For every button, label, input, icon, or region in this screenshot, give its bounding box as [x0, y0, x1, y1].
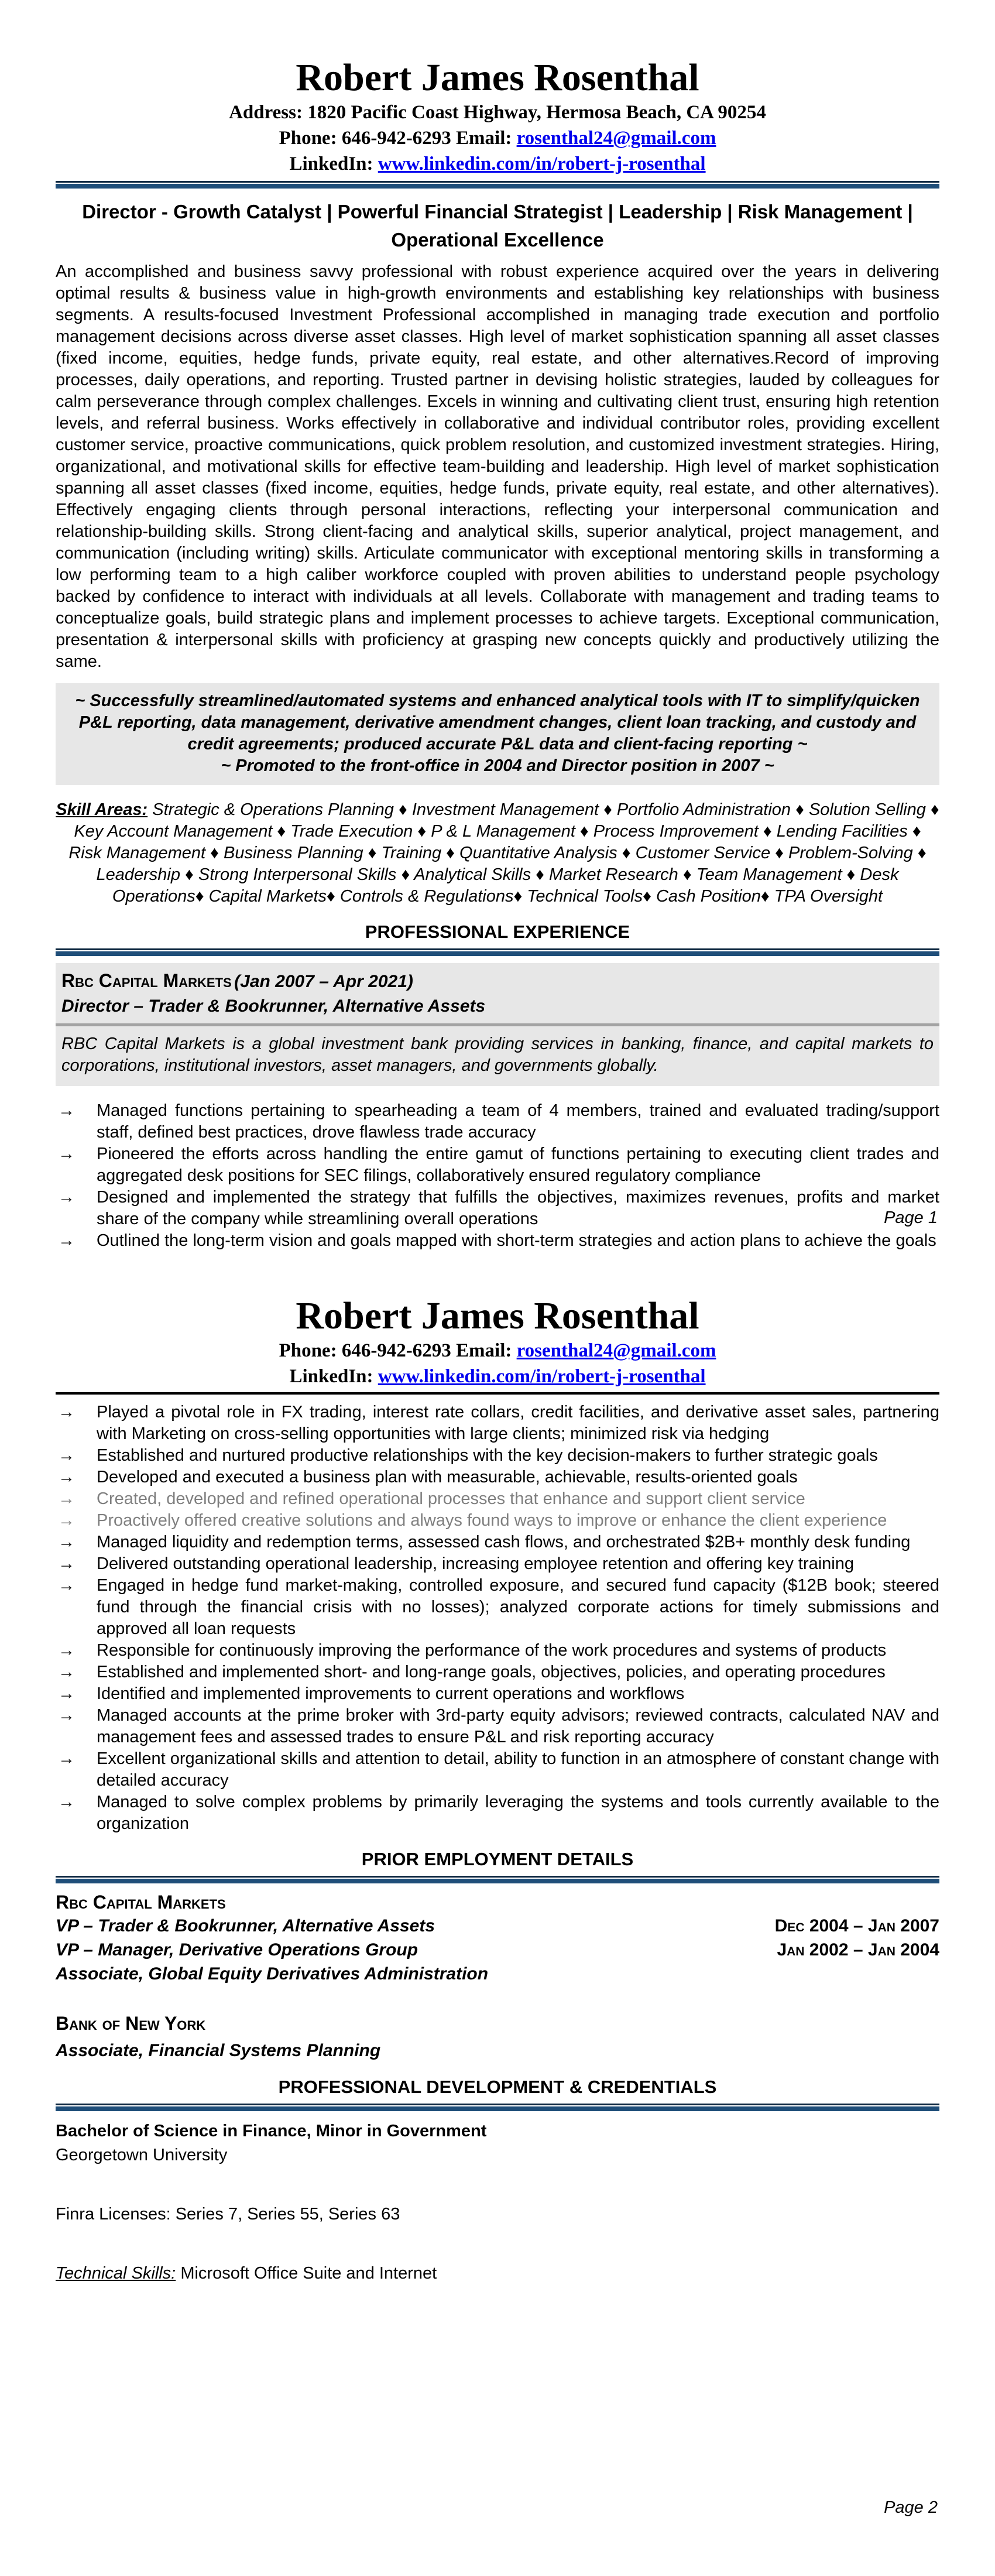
bullet-text: Developed and executed a business plan with measurable, achievable, results-oriented goals: [97, 1467, 798, 1486]
prior-role-dates: Dec 2004 – Jan 2007: [774, 1916, 939, 1936]
achievement-line: ~ Promoted to the front-office in 2004 and Director position in 2007 ~: [221, 756, 774, 775]
prior-role-row: [56, 1938, 939, 1962]
linkedin-line: [56, 1364, 939, 1389]
bullet-text: Responsible for continuously improving the performance of the work procedures and systems of products: [97, 1640, 887, 1660]
arrow-bullet-icon: →: [58, 1467, 75, 1486]
arrow-bullet-icon: →: [58, 1705, 75, 1725]
bullet-text: Identified and implemented improvements to current operations and workflows: [97, 1684, 685, 1703]
bullet-text: Pioneered the efforts across handling the entire gamut of functions pertaining to executing client trades and aggregated desk positions for SEC filings, collaboratively ensured regulatory compliance: [97, 1144, 939, 1185]
employer-dates: (Jan 2007 – Apr 2021): [234, 971, 413, 991]
prior-role-row: [56, 1914, 939, 1938]
skill-areas-label: Skill Areas:: [56, 800, 148, 819]
bullet-text: Managed to solve complex problems by primarily leveraging the systems and tools currently available to the organization: [97, 1792, 939, 1833]
prior-role-title: Associate, Global Equity Derivatives Administration: [56, 1964, 489, 1984]
technical-skills-value: Microsoft Office Suite and Internet: [180, 2263, 437, 2283]
bullet-item: [56, 1683, 939, 1705]
bullet-text: Created, developed and refined operational processes that enhance and support client service: [97, 1489, 805, 1508]
bullet-text: Designed and implemented the strategy that fulfills the objectives, maximizes revenues, profits and market share of the company while streamlining overall operations: [97, 1187, 939, 1228]
achievements-box: [56, 683, 939, 785]
bullet-item: [56, 1402, 939, 1445]
education-school: Georgetown University: [56, 2145, 228, 2164]
bullet-item: [56, 1100, 939, 1143]
bullet-text: Proactively offered creative solutions and always found ways to improve or enhance the client experience: [97, 1510, 887, 1530]
prior-company-1: Rbc Capital Markets: [56, 1891, 226, 1913]
bullet-item: [56, 1748, 939, 1791]
bullet-text: Excellent organizational skills and attention to detail, ability to function in an atmosphere of constant change with detailed accuracy: [97, 1749, 939, 1790]
bullet-item: [56, 1532, 939, 1553]
page-number: Page 1: [884, 1208, 938, 1227]
phone-email-line: [56, 125, 939, 151]
header-divider: [56, 1392, 939, 1395]
bullet-text: Established and implemented short- and long-range goals, objectives, policies, and operating procedures: [97, 1662, 886, 1681]
linkedin-label: LinkedIn:: [289, 1365, 373, 1387]
section-divider: [56, 2104, 939, 2111]
bullet-item: [56, 1230, 939, 1252]
linkedin-label: LinkedIn:: [289, 153, 373, 174]
bullet-text: Delivered outstanding operational leadership, increasing employee retention and offering key training: [97, 1554, 855, 1573]
arrow-bullet-icon: →: [58, 1662, 75, 1681]
resume-page-1: [0, 0, 995, 1262]
header-divider: [56, 181, 939, 189]
achievement-line: ~ Successfully streamlined/automated systems and enhanced analytical tools with IT to simplify/quicken P&L reporting, data management, derivative amendment changes, client loan tracking, and custody and credit agreements; produced accurate P&L data and client-facing reporting ~: [75, 691, 920, 753]
experience-bullet-list: [56, 1100, 939, 1252]
arrow-bullet-icon: →: [58, 1231, 75, 1250]
summary-paragraph: An accomplished and business savvy professional with robust experience acquired over the years in delivering optimal results & business value in high-growth environments and establishing key relationships with business segments. A results-focused Investment Professional accomplished in managing trade execution and portfolio management decisions across diverse asset classes. High level of market sophistication spanning all asset classes (fixed income, equities, hedge funds, private equity, real estate, and other alternatives.Record of improving processes, daily operations, and reporting. Trusted partner in devising holistic strategies, lauded by colleagues for calm perseverance through complex challenges. Excels in winning and cultivating client trust, ensuring high retention levels, and referral business. Works effectively in collaborative and individual contributor roles, providing excellent customer service, proactive communications, quick problem resolution, and customized investment strategies. Hiring, organizational, and motivational skills for effective team-building and leadership. High level of market sophistication spanning all asset classes (fixed income, equities, hedge funds, private equity, real estate, and other alternatives). Effectively engaging clients through personal interactions, reflecting your interpersonal communication and relationship-building skills. Strong client-facing and analytical skills, superior analytical, project management, and communication (including writing) skills. Articulate communicator with exceptional mentoring skills in transforming a low performing team to a high caliber workforce coupled with proven abilities to understand people psychology backed by confidence to interact with individuals at all levels. Collaborate with management and trading teams to conceptualize goals, build strategic plans and implement processes to achieve targets. Exceptional communication, presentation & interpersonal skills with proficiency at grasping new concepts quickly and productively utilizing the same.: [56, 262, 939, 671]
bullet-item: [56, 1640, 939, 1662]
bullet-text: Managed functions pertaining to spearheading a team of 4 members, trained and evaluated trading/support staff, defined best practices, drove flawless trade accuracy: [97, 1101, 939, 1142]
email-link[interactable]: rosenthal24@gmail.com: [516, 127, 716, 149]
linkedin-link[interactable]: www.linkedin.com/in/robert-j-rosenthal: [378, 1365, 706, 1387]
arrow-bullet-icon: →: [58, 1575, 75, 1595]
employer-company-line: [61, 970, 934, 992]
arrow-bullet-icon: →: [58, 1402, 75, 1421]
section-divider: [56, 948, 939, 956]
phone-email-label: Phone: 646-942-6293 Email:: [279, 127, 512, 149]
employer-description: RBC Capital Markets is a global investment bank providing services in banking, finance, and capital markets to corporations, institutional investors, asset managers, and governments globally.: [61, 1034, 934, 1075]
bullet-text: Established and nurtured productive relationships with the key decision-makers to further strategic goals: [97, 1445, 878, 1465]
bullet-text: Managed liquidity and redemption terms, assessed cash flows, and orchestrated $2B+ monthly desk funding: [97, 1532, 911, 1551]
technical-skills-label: Technical Skills:: [56, 2263, 176, 2283]
prior-role-list: [56, 1914, 939, 1986]
candidate-name: Robert James Rosenthal: [296, 56, 699, 99]
arrow-bullet-icon: →: [58, 1101, 75, 1120]
linkedin-line: [56, 151, 939, 177]
bullet-item: [56, 1445, 939, 1467]
bullet-item: [56, 1705, 939, 1748]
bullet-item: [56, 1143, 939, 1187]
bullet-item: [56, 1791, 939, 1835]
employer-company: Rbc Capital Markets: [61, 970, 232, 991]
bullet-text: Outlined the long-term vision and goals mapped with short-term strategies and action plans to achieve the goals: [97, 1231, 936, 1250]
candidate-name: Robert James Rosenthal: [296, 1294, 699, 1337]
email-link[interactable]: rosenthal24@gmail.com: [516, 1340, 716, 1361]
arrow-bullet-icon: →: [58, 1554, 75, 1573]
section-header-experience: PROFESSIONAL EXPERIENCE: [365, 921, 630, 942]
finra-licenses: Finra Licenses: Series 7, Series 55, Series 63: [56, 2204, 400, 2224]
phone-email-label: Phone: 646-942-6293 Email:: [279, 1340, 512, 1361]
bullet-item: [56, 1553, 939, 1575]
bullet-item: [56, 1467, 939, 1488]
page-number: Page 2: [884, 2498, 938, 2517]
employer-job-title: Director – Trader & Bookrunner, Alternative Assets: [61, 996, 486, 1016]
arrow-bullet-icon: →: [58, 1749, 75, 1768]
section-header-prior-employment: PRIOR EMPLOYMENT DETAILS: [361, 1848, 634, 1869]
skill-areas-list: Strategic & Operations Planning ♦ Investment Management ♦ Portfolio Administration ♦ Solution Selling ♦ Key Account Management ♦ Trade Execution ♦ P & L Management ♦ Process Improvement ♦ Lending Facilities ♦ Risk Management ♦ Business Planning ♦ Training ♦ Quantitative Analysis ♦ Customer Service ♦ Problem-Solving ♦ Leadership ♦ Strong Interpersonal Skills ♦ Analytical Skills ♦ Market Research ♦ Team Management ♦ Desk Operations♦ Capital Markets♦ Controls & Regulations♦ Technical Tools♦ Cash Position♦ TPA Oversight: [68, 800, 939, 906]
arrow-bullet-icon: →: [58, 1792, 75, 1811]
technical-skills-line: [56, 2263, 939, 2284]
arrow-bullet-icon: →: [58, 1684, 75, 1703]
section-header-development: PROFESSIONAL DEVELOPMENT & CREDENTIALS: [278, 2076, 717, 2097]
education-degree: Bachelor of Science in Finance, Minor in Government: [56, 2121, 487, 2140]
arrow-bullet-icon: →: [58, 1510, 75, 1530]
phone-email-line: [56, 1338, 939, 1364]
bullet-item: [56, 1575, 939, 1640]
address-line: Address: 1820 Pacific Coast Highway, Hermosa Beach, CA 90254: [229, 101, 766, 123]
prior-role-row: [56, 1962, 939, 1986]
prior-company-2: Bank of New York: [56, 2012, 206, 2034]
section-divider: [56, 1876, 939, 1883]
skill-areas: [56, 799, 939, 907]
prior-role-title: VP – Trader & Bookrunner, Alternative Assets: [56, 1916, 435, 1936]
bullet-item: [56, 1510, 939, 1532]
arrow-bullet-icon: →: [58, 1640, 75, 1660]
bullet-item: [56, 1488, 939, 1510]
resume-page-2: [0, 1262, 995, 2576]
headline: Director - Growth Catalyst | Powerful Financial Strategist | Leadership | Risk Management | Operational Excellence: [82, 200, 913, 251]
employer-block: [56, 963, 939, 1086]
bullet-text: Managed accounts at the prime broker with 3rd-party equity advisors; reviewed contracts, calculated NAV and management fees and assessed trades to ensure P&L and risk reporting accuracy: [97, 1705, 939, 1746]
prior-company-2-role: Associate, Financial Systems Planning: [56, 2040, 381, 2060]
bullet-text: Engaged in hedge fund market-making, controlled exposure, and secured fund capacity ($12B book; steered fund through the financial crisis with no losses); analyzed corporate actions for timely submissions and approved all loan requests: [97, 1575, 939, 1638]
prior-role-dates: Jan 2002 – Jan 2004: [777, 1940, 939, 1960]
linkedin-link[interactable]: www.linkedin.com/in/robert-j-rosenthal: [378, 153, 706, 174]
bullet-item: [56, 1662, 939, 1683]
bullet-item: [56, 1187, 939, 1230]
arrow-bullet-icon: →: [58, 1445, 75, 1465]
bullet-text: Played a pivotal role in FX trading, interest rate collars, credit facilities, and derivative asset sales, partnering with Marketing on cross-selling opportunities with large clients; minimized risk via hedging: [97, 1402, 939, 1443]
arrow-bullet-icon: →: [58, 1187, 75, 1207]
prior-role-title: VP – Manager, Derivative Operations Group: [56, 1940, 418, 1960]
arrow-bullet-icon: →: [58, 1532, 75, 1551]
experience-bullet-list: [56, 1402, 939, 1835]
arrow-bullet-icon: →: [58, 1144, 75, 1163]
arrow-bullet-icon: →: [58, 1489, 75, 1508]
